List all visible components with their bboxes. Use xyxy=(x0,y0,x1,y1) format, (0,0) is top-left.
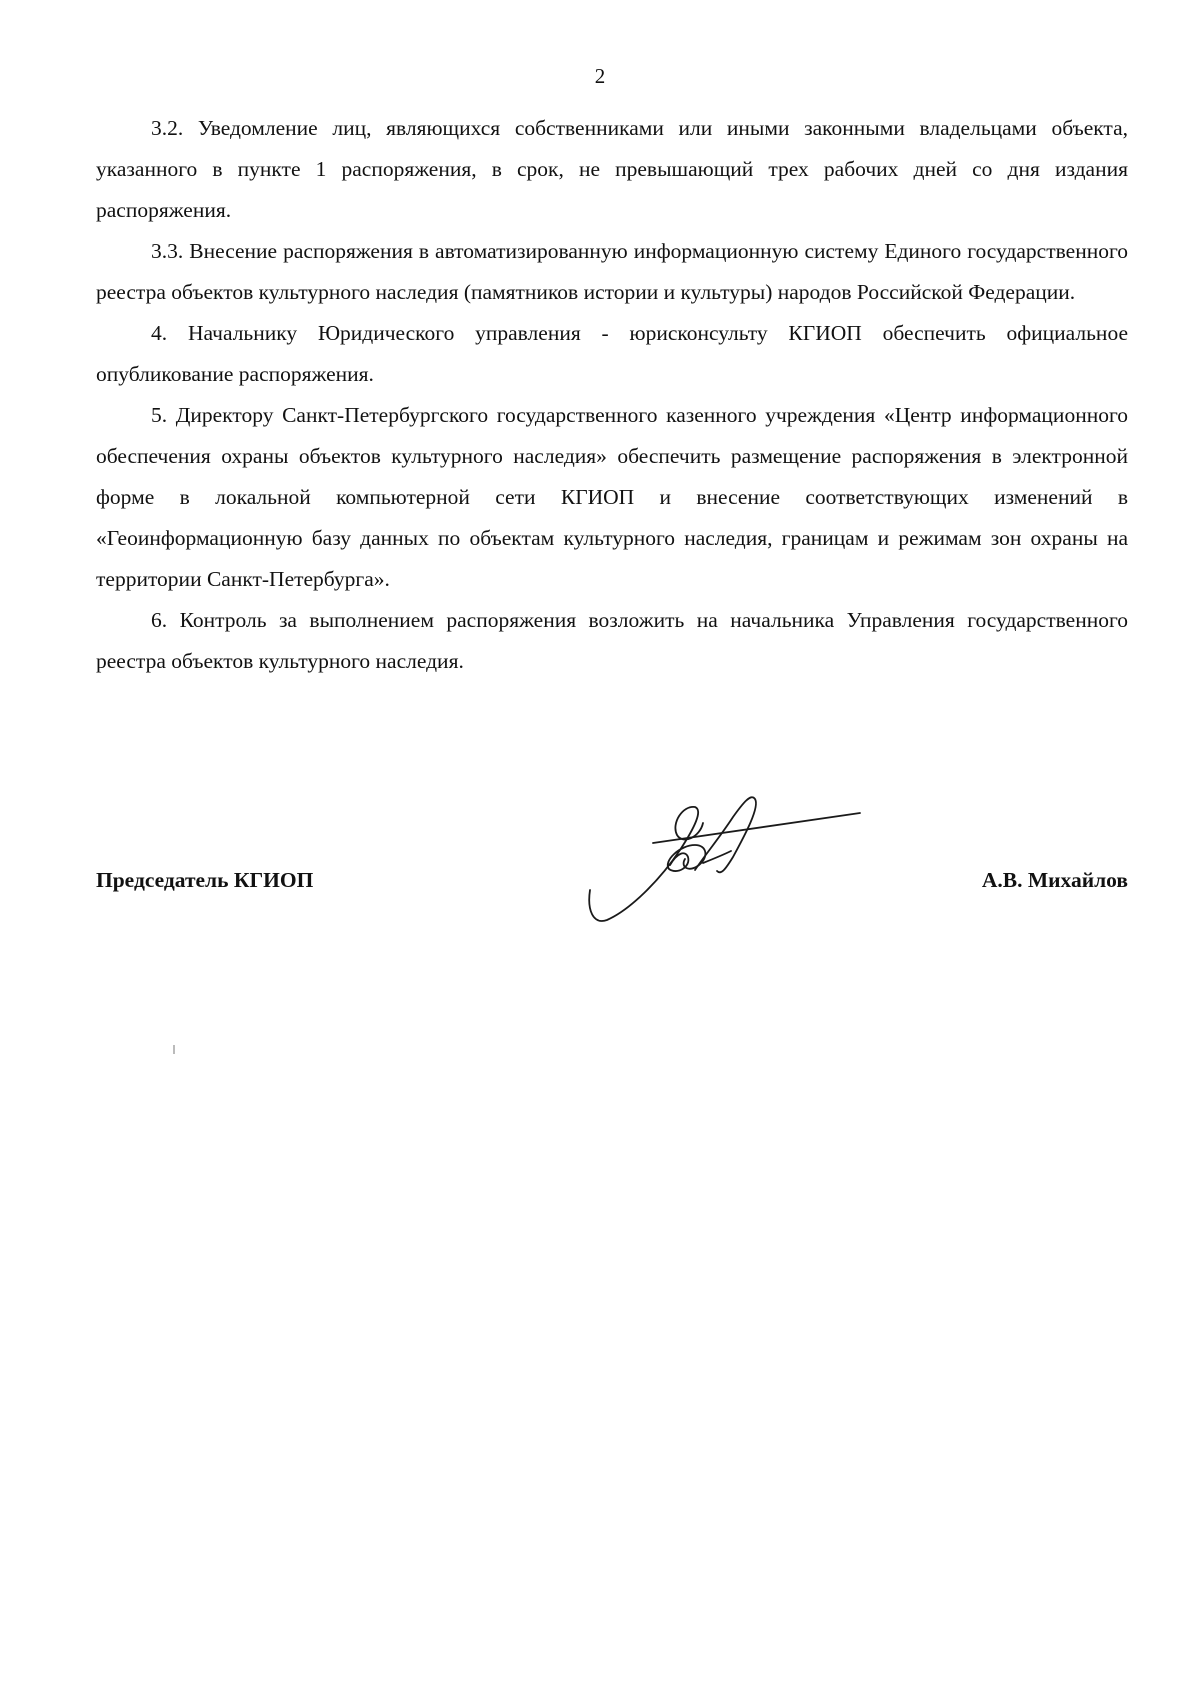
scan-artifact-mark xyxy=(173,1045,175,1054)
page-number: 2 xyxy=(594,64,606,88)
paragraph-5: 5. Директору Санкт-Петербургского государственного казенного учреждения «Центр информационного обеспечения охраны объектов культурного наследия» обеспечить размещение распоряжения в электронной форме в локальной компьютерной сети КГИОП и внесение соответствующих изменений в «Геоинформационную базу данных по объектам культурного наследия, границам и режимам зон охраны на территории Санкт-Петербурга». xyxy=(96,403,1128,591)
paragraph-6: 6. Контроль за выполнением распоряжения возложить на начальника Управления государственного реестра объектов культурного наследия. xyxy=(96,608,1128,673)
paragraph-3-2: 3.2. Уведомление лиц, являющихся собственниками или иными законными владельцами объекта, указанного в пункте 1 распоряжения, в срок, не превышающий трех рабочих дней со дня издания распоряжения. xyxy=(96,116,1128,222)
document-body xyxy=(96,108,1128,682)
signature-block xyxy=(96,868,1128,908)
paragraph-4: 4. Начальнику Юридического управления - юрисконсульту КГИОП обеспечить официальное опубликование распоряжения. xyxy=(96,321,1128,386)
paragraph-3-3: 3.3. Внесение распоряжения в автоматизированную информационную систему Единого государственного реестра объектов культурного наследия (памятников истории и культуры) народов Российской Федерации. xyxy=(96,239,1128,304)
handwritten-signature xyxy=(585,775,890,935)
signatory-name: А.В. Михайлов xyxy=(981,868,1128,892)
signatory-title: Председатель КГИОП xyxy=(96,868,314,892)
